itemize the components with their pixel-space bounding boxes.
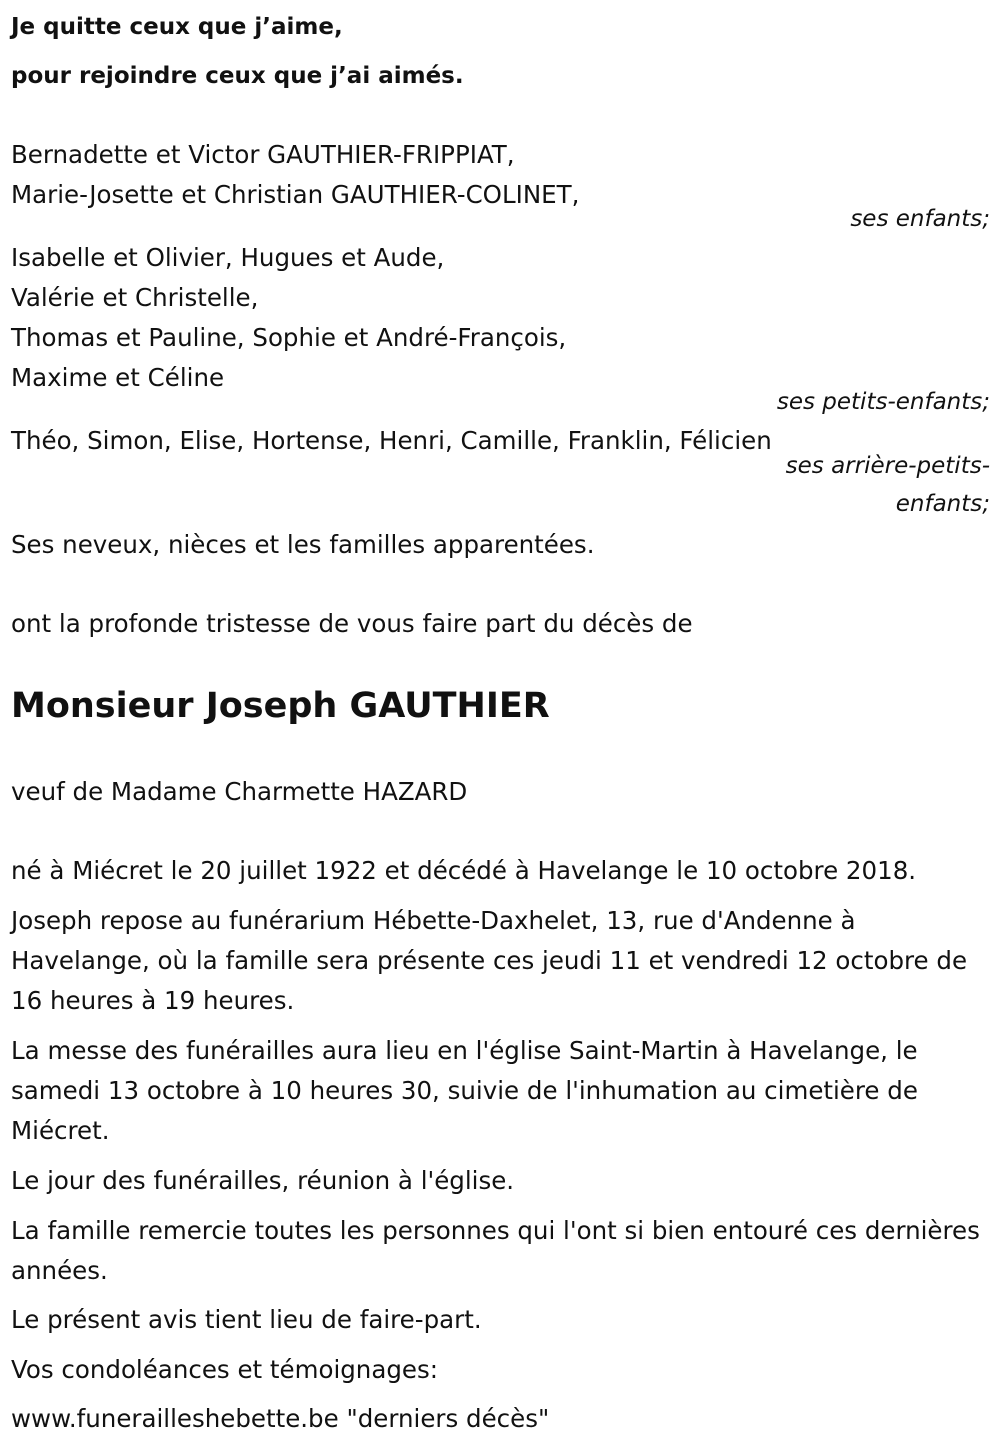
children-line-2: Marie-Josette et Christian GAUTHIER-COLINET, — [11, 180, 580, 209]
grandchildren-line-1: Isabelle et Olivier, Hugues et Aude, — [11, 243, 445, 272]
widower-line: veuf de Madame Charmette HAZARD — [11, 777, 468, 806]
meeting-paragraph: Le jour des funérailles, réunion à l'église. — [11, 1166, 515, 1195]
notice-paragraph: Le présent avis tient lieu de faire-part. — [11, 1305, 482, 1334]
birth-death-line: né à Miécret le 20 juillet 1922 et décédé à Havelange le 10 octobre 2018. — [11, 856, 917, 885]
children-line-1: Bernadette et Victor GAUTHIER-FRIPPIAT, — [11, 140, 515, 169]
funeral-home-paragraph: Joseph repose au funérarium Hébette-Daxhelet, 13, rue d'Andenne à Havelange, où la famille sera présente ces jeudi 11 et vendredi 12 octobre de 16 heures à 19 heures. — [11, 906, 968, 1015]
condolences-label: Vos condoléances et témoignages: — [11, 1355, 438, 1384]
great-grandchildren-line-1: Théo, Simon, Elise, Hortense, Henri, Camille, Franklin, Félicien — [11, 426, 772, 455]
grandchildren-line-3: Thomas et Pauline, Sophie et André-François, — [11, 323, 567, 352]
verse-line-1: Je quitte ceux que j’aime, — [11, 14, 343, 40]
deceased-name: Monsieur Joseph GAUTHIER — [11, 686, 550, 726]
great-grandchildren-role-1: ses arrière-petits- — [785, 453, 990, 479]
condolences-link[interactable]: www.funerailleshebette.be "derniers décès" — [11, 1404, 550, 1433]
great-grandchildren-role-2: enfants; — [895, 491, 990, 517]
children-role: ses enfants; — [850, 206, 990, 232]
thanks-paragraph: La famille remercie toutes les personnes qui l'ont si bien entouré ces dernières années. — [11, 1216, 980, 1285]
verse-line-2: pour rejoindre ceux que j’ai aimés. — [11, 63, 464, 89]
announcement-line: ont la profonde tristesse de vous faire part du décès de — [11, 609, 693, 638]
grandchildren-line-4: Maxime et Céline — [11, 363, 225, 392]
grandchildren-line-2: Valérie et Christelle, — [11, 283, 259, 312]
relatives-line: Ses neveux, nièces et les familles apparentées. — [11, 530, 595, 559]
condolences-link-line — [11, 1399, 993, 1439]
mass-paragraph: La messe des funérailles aura lieu en l'église Saint-Martin à Havelange, le samedi 13 octobre à 10 heures 30, suivie de l'inhumation au cimetière de Miécret. — [11, 1036, 918, 1145]
grandchildren-role: ses petits-enfants; — [776, 389, 990, 415]
